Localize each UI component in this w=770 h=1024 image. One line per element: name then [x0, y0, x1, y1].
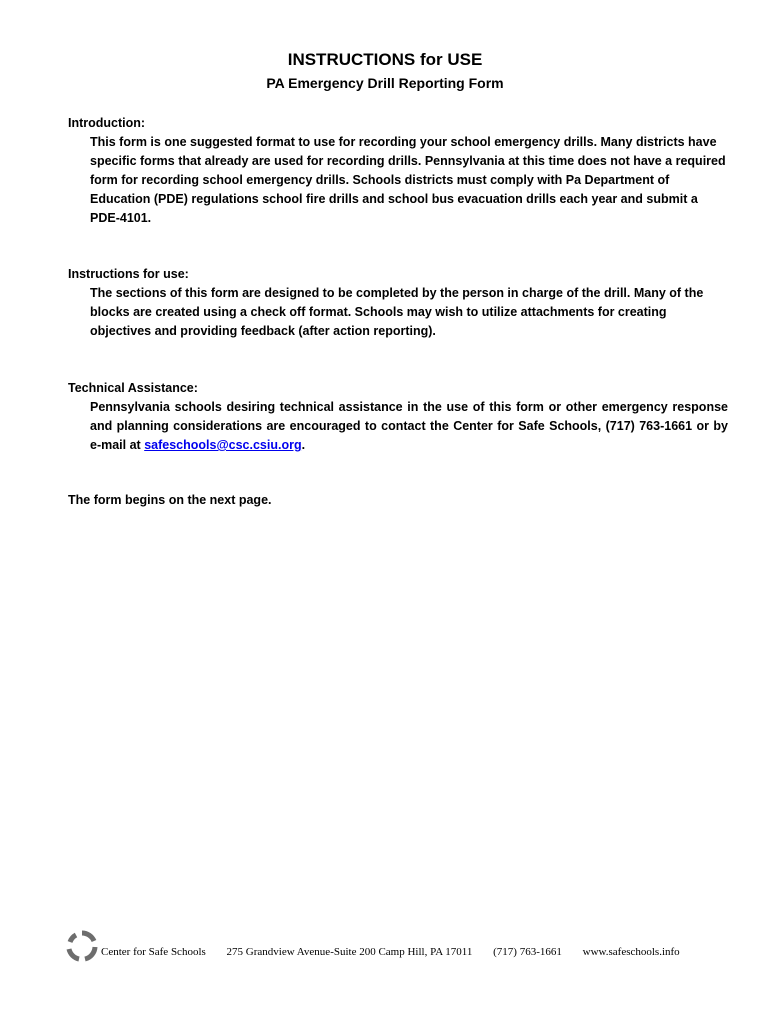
- technical-assistance-heading: Technical Assistance:: [68, 381, 198, 395]
- page-footer: [66, 930, 716, 966]
- email-link[interactable]: safeschools@csc.csiu.org: [144, 438, 302, 452]
- introduction-body: This form is one suggested format to use for recording your school emergency drills. Many districts have specific forms that already are used for recording drills. Pennsylvania at this time does not have a required form for recording school emergency drills. Schools districts must comply with Pa Department of Education (PDE) regulations school fire drills and school bus evacuation drills each year and submit a PDE-4101.: [90, 135, 726, 225]
- instructions-section: [68, 265, 728, 341]
- technical-assistance-section: [68, 379, 728, 455]
- technical-assistance-body: [90, 398, 728, 455]
- center-for-safe-schools-logo-icon: [66, 930, 98, 962]
- footer-contact-line: [101, 946, 698, 958]
- footer-website[interactable]: www.safeschools.info: [582, 946, 680, 958]
- footer-address: 275 Grandview Avenue-Suite 200 Camp Hill, PA 17011: [226, 946, 473, 958]
- introduction-section: [68, 114, 728, 228]
- instructions-heading: Instructions for use:: [68, 267, 189, 281]
- footer-org-name: Center for Safe Schools: [101, 946, 206, 958]
- technical-assistance-period: .: [301, 438, 306, 452]
- page-subtitle: PA Emergency Drill Reporting Form: [266, 75, 504, 91]
- footer-phone: (717) 763-1661: [493, 946, 562, 958]
- technical-assistance-text: Pennsylvania schools desiring technical assistance in the use of this form or other emergency response and planning considerations are encouraged to contact the Center for Safe Schools, (717) 763-1661 or by e-mail at: [90, 400, 728, 452]
- instructions-body: The sections of this form are designed to be completed by the person in charge of the drill. Many of the blocks are created using a check off format. Schools may wish to utilize attachments for creating objectives and providing feedback (after action reporting).: [90, 286, 704, 338]
- page-title: INSTRUCTIONS for USE: [287, 50, 483, 69]
- introduction-heading: Introduction:: [68, 116, 146, 130]
- closing-note: The form begins on the next page.: [68, 493, 272, 507]
